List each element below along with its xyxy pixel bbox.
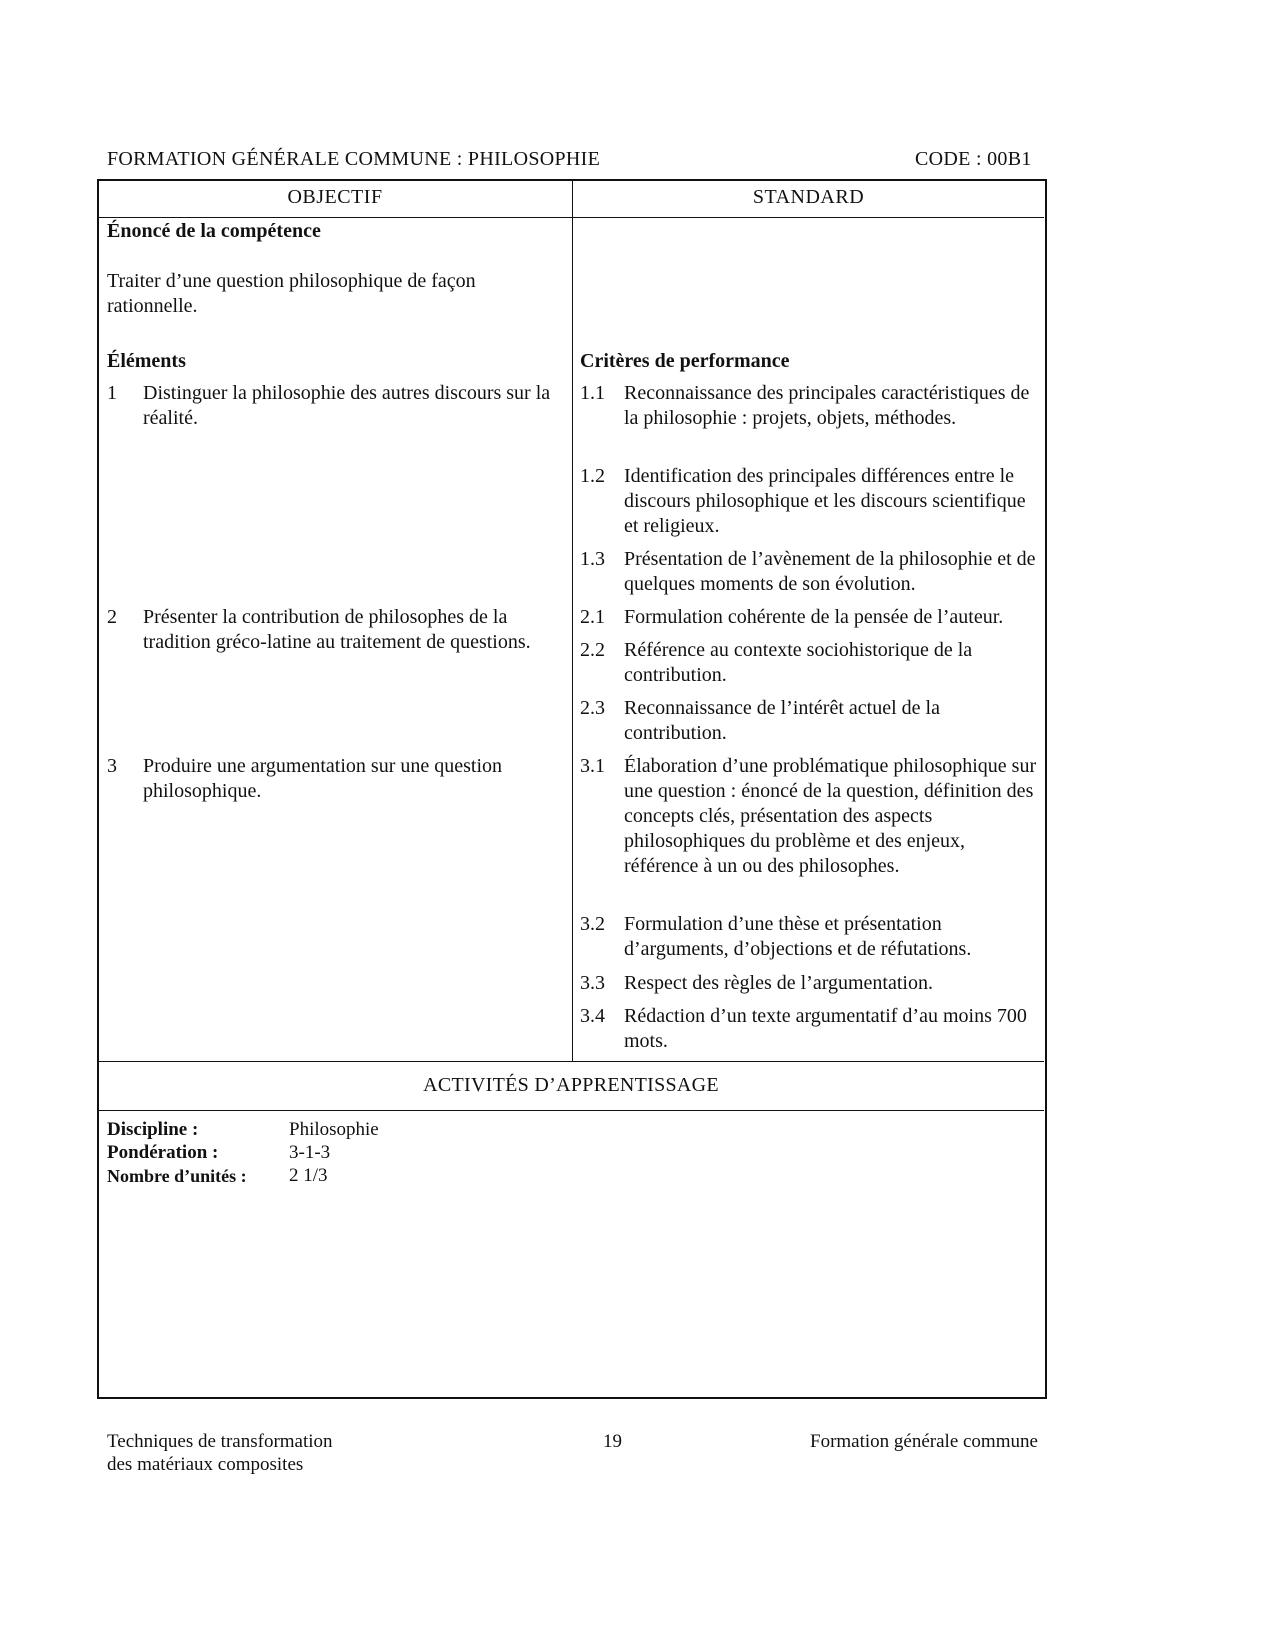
ponderation-value: 3-1-3 — [289, 1142, 331, 1163]
page-number: 19 — [603, 1431, 622, 1452]
criterion-item: 3.1 Élaboration d’une problématique philosophique sur une question : énoncé de la question, définition des concepts clés, présentation des aspects philosophiques du problème et des enjeux, référence à un ou des philosophes. — [580, 755, 1037, 877]
competence-text: Traiter d’une question philosophique de façon rationnelle. — [107, 270, 476, 317]
activities-heading: ACTIVITÉS D’APPRENTISSAGE — [423, 1074, 719, 1096]
criterion-item: 1.2 Identification des principales différences entre le discours philosophique et les discours scientifique et religieux. — [580, 465, 1026, 537]
row-divider — [98, 1061, 1044, 1062]
discipline-label: Discipline : — [107, 1119, 199, 1140]
footer-section: Formation générale commune — [810, 1431, 1038, 1452]
unites-value: 2 1/3 — [289, 1165, 328, 1186]
criterion-item: 3.3 Respect des règles de l’argumentation. — [580, 972, 933, 994]
element-item: 1 Distinguer la philosophie des autres discours sur la réalité. — [107, 382, 551, 429]
criterion-item: 2.3 Reconnaissance de l’intérêt actuel de la contribution. — [580, 697, 940, 744]
column-header-objectif: OBJECTIF — [287, 186, 383, 208]
course-code: CODE : 00B1 — [915, 148, 1032, 170]
competence-heading: Énoncé de la compétence — [107, 220, 321, 242]
ponderation-label: Pondération : — [107, 1142, 219, 1163]
footer-program: Techniques de transformation des matériaux composites — [107, 1431, 333, 1475]
elements-heading: Éléments — [107, 350, 186, 372]
criterion-item: 2.1 Formulation cohérente de la pensée de l’auteur. — [580, 606, 1004, 628]
page-title: FORMATION GÉNÉRALE COMMUNE : PHILOSOPHIE — [107, 148, 601, 170]
criterion-item: 2.2 Référence au contexte sociohistorique de la contribution. — [580, 639, 973, 686]
criterion-item: 3.4 Rédaction d’un texte argumentatif d’au moins 700 mots. — [580, 1005, 1027, 1052]
row-divider — [98, 217, 1044, 218]
element-item: 3 Produire une argumentation sur une question philosophique. — [107, 755, 503, 802]
row-divider — [98, 1110, 1044, 1111]
criterion-item: 1.1 Reconnaissance des principales caractéristiques de la philosophie : projets, objets, méthodes. — [580, 382, 1030, 429]
unites-label: Nombre d’unités : — [107, 1166, 247, 1186]
column-header-standard: STANDARD — [752, 186, 865, 208]
criteria-heading: Critères de performance — [580, 350, 790, 372]
criterion-item: 1.3 Présentation de l’avènement de la philosophie et de quelques moments de son évolution. — [580, 548, 1036, 595]
column-divider — [572, 180, 573, 1062]
criterion-item: 3.2 Formulation d’une thèse et présentation d’arguments, d’objections et de réfutations. — [580, 913, 972, 960]
element-item: 2 Présenter la contribution de philosophes de la tradition gréco-latine au traitement de questions. — [107, 606, 531, 653]
discipline-value: Philosophie — [289, 1119, 379, 1140]
